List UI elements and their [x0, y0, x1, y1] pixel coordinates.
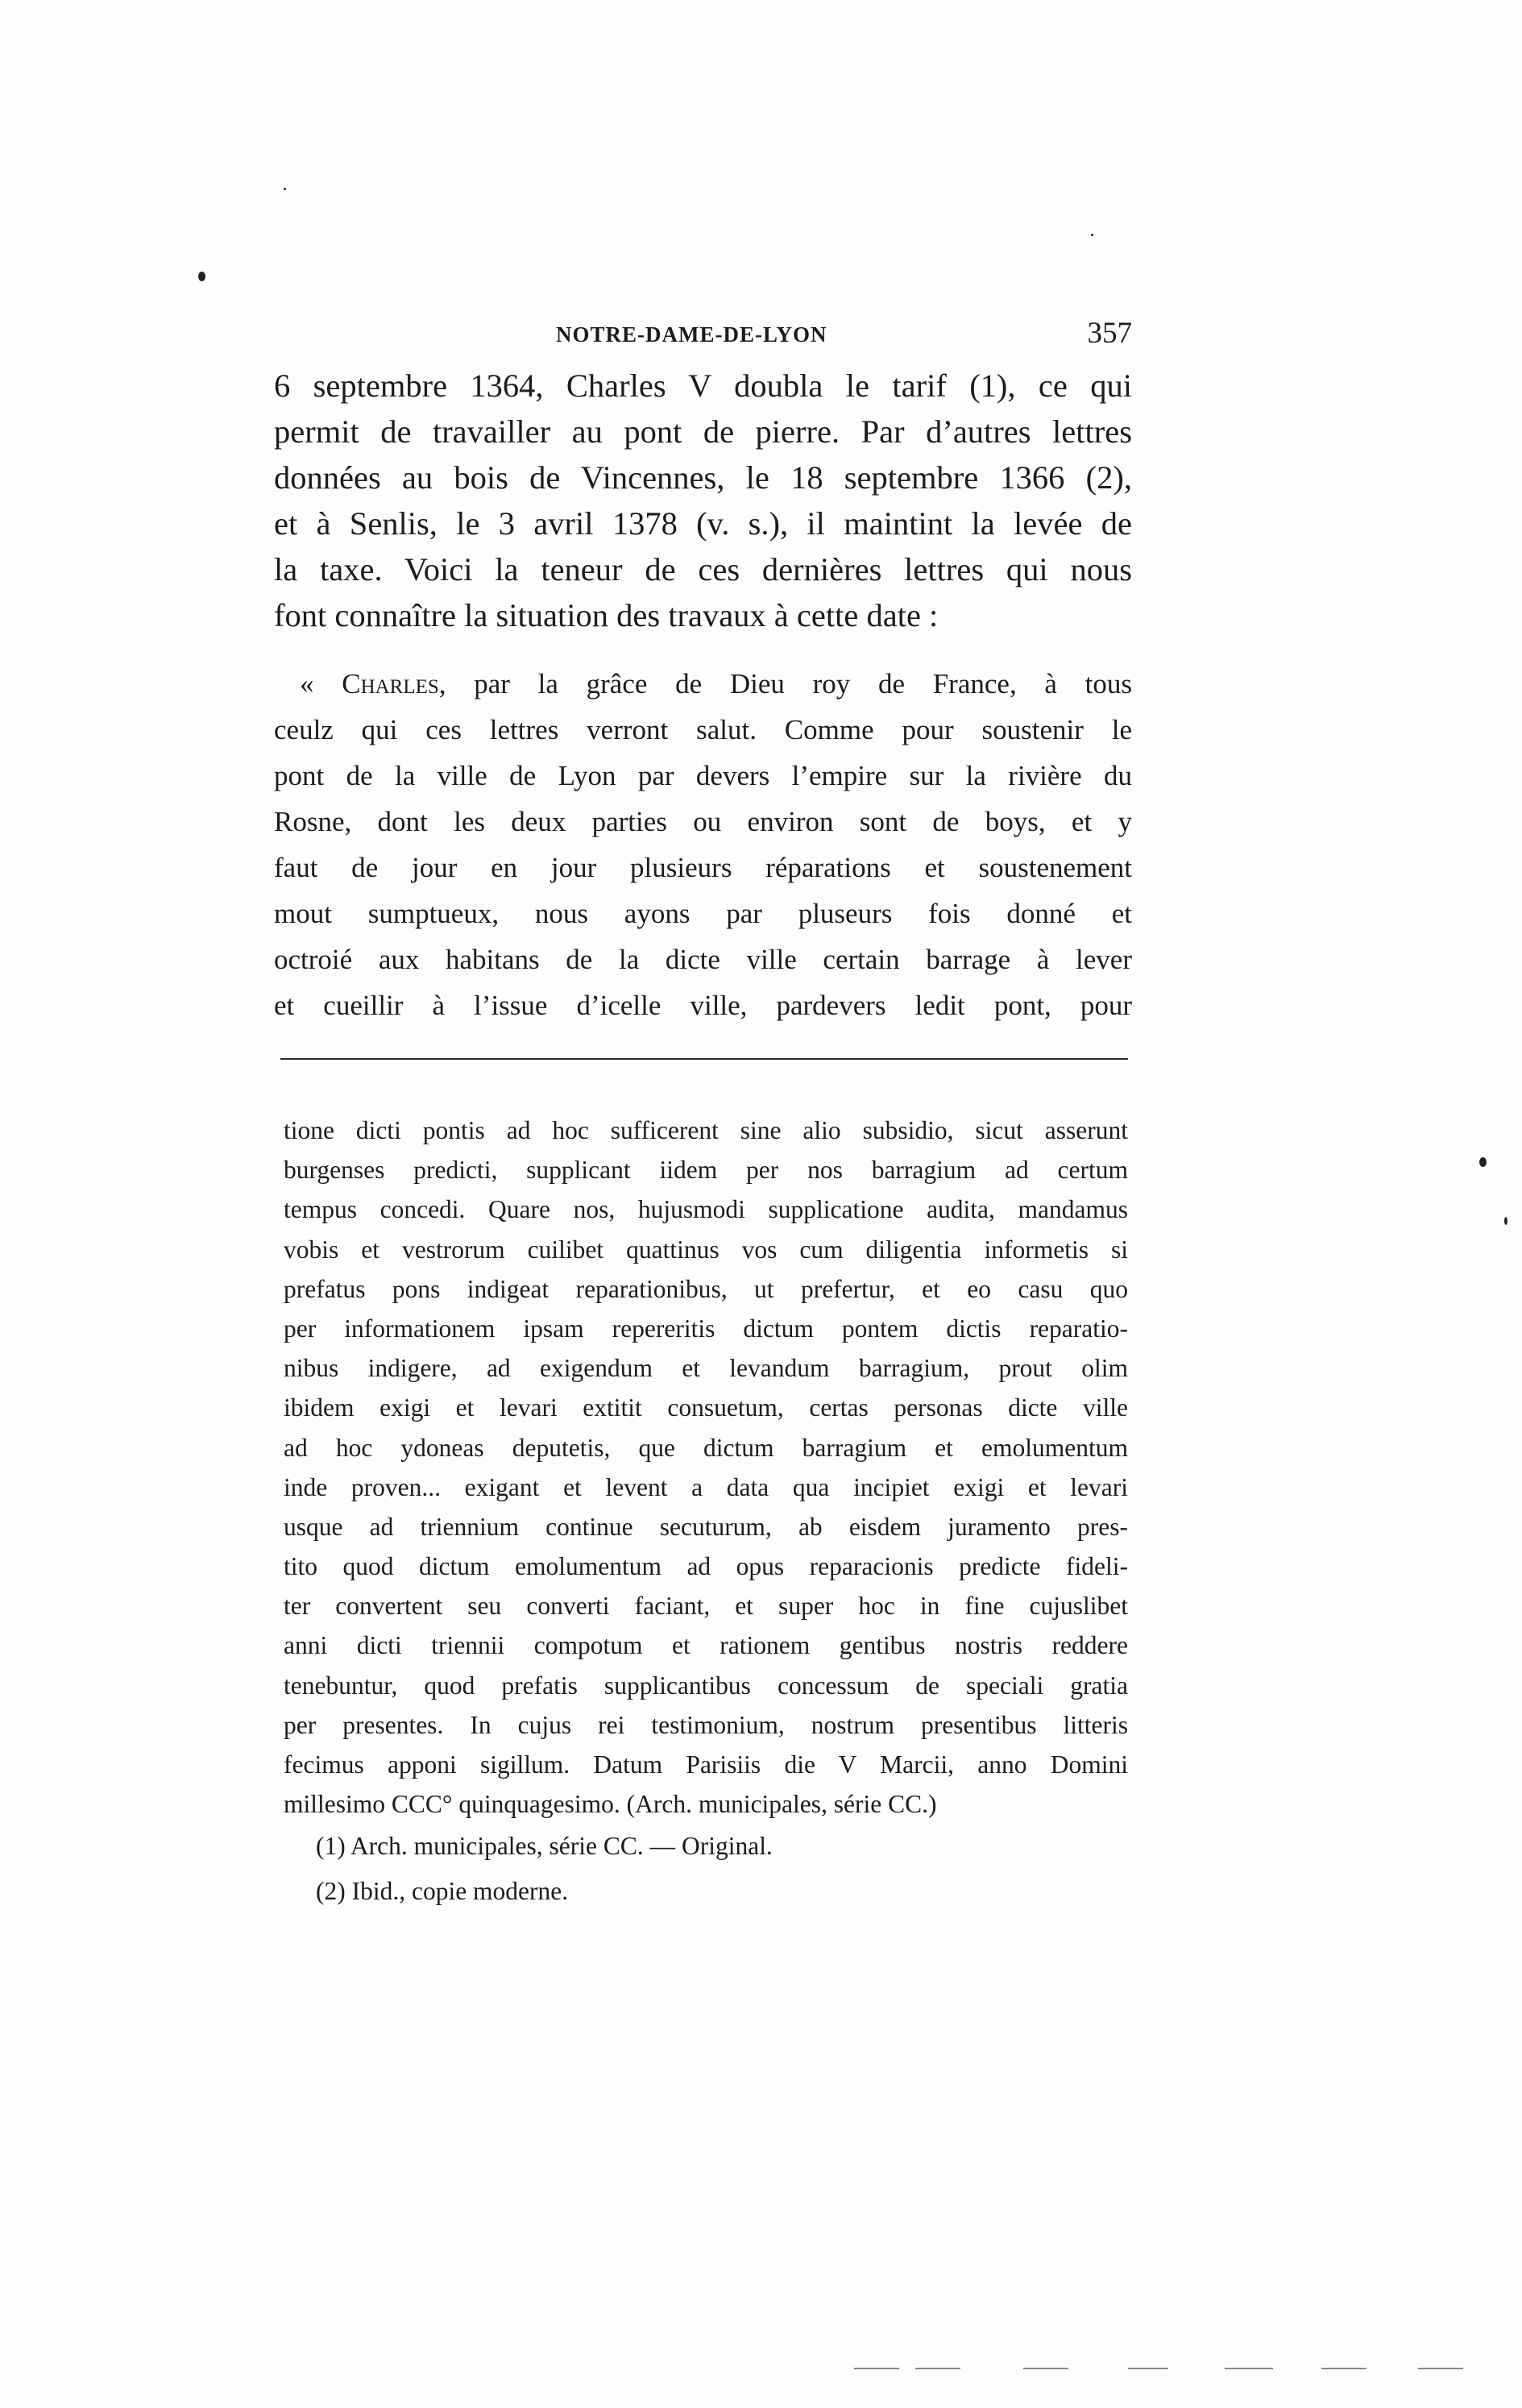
page-header [274, 316, 1132, 364]
text-line: la taxe. Voici la teneur de ces dernières lettres qui nous [274, 551, 1132, 587]
scan-speck [198, 272, 205, 281]
main-text [274, 363, 1132, 638]
running-title: NOTRE-DAME-DE-LYON [556, 322, 827, 347]
scan-edge-mark [854, 2368, 899, 2369]
scan-edge-mark [1225, 2368, 1273, 2369]
footnote-line: anni dicti triennii compotum et rationem gentibus nostris reddere [284, 1631, 1128, 1660]
footnote-line: ad hoc ydoneas deputetis, que dictum barragium et emolumentum [284, 1433, 1128, 1462]
footnote-1: (1) Arch. municipales, série CC. — Original. [316, 1832, 773, 1861]
footnote-line: fecimus apponi sigillum. Datum Parisiis die V Marcii, anno Domini [284, 1750, 1128, 1779]
quote-first-line [274, 661, 1132, 707]
scan-edge-mark [915, 2368, 960, 2369]
quote-line: et cueillir à l’issue d’icelle ville, pardevers ledit pont, pour [274, 990, 1132, 1021]
text-line: font connaître la situation des travaux à cette date : [274, 597, 939, 633]
footnote-line: tione dicti pontis ad hoc sufficerent sine alio subsidio, sicut asserunt [284, 1116, 1128, 1144]
quote-line: pont de la ville de Lyon par devers l’empire sur la rivière du [274, 760, 1132, 791]
text-line: et à Senlis, le 3 avril 1378 (v. s.), il maintint la levée de [274, 505, 1132, 542]
footnote-line: tempus concedi. Quare nos, hujusmodi supplicatione audita, mandamus [284, 1195, 1128, 1224]
footnote-line: nibus indigere, ad exigendum et levandum barragium, prout olim [284, 1354, 1128, 1383]
footnote-line: prefatus pons indigeat reparationibus, ut prefertur, et eo casu quo [284, 1274, 1128, 1303]
footnote-line: per presentes. In cujus rei testimonium, nostrum presentibus litteris [284, 1710, 1128, 1739]
scan-speck [1091, 234, 1093, 236]
footnote-rule [280, 1058, 1128, 1060]
quote-line: mout sumptueux, nous ayons par pluseurs fois donné et [274, 898, 1132, 929]
quote-line: Rosne, dont les deux parties ou environ sont de boys, et y [274, 806, 1132, 837]
footnote-line: millesimo CCC° quinquagesimo. (Arch. municipales, série CC.) [284, 1790, 937, 1819]
scan-speck [1479, 1157, 1487, 1167]
footnote-line: tito quod dictum emolumentum ad opus reparacionis predicte fideli- [284, 1552, 1128, 1581]
text-line: 6 septembre 1364, Charles V doubla le tarif (1), ce qui [274, 367, 1132, 404]
footnote-line: vobis et vestrorum cuilibet quattinus vos cum diligentia informetis si [284, 1235, 1128, 1264]
scan-edge-mark [1418, 2368, 1463, 2369]
footnote-2: (2) Ibid., copie moderne. [316, 1877, 569, 1906]
scan-speck [1504, 1217, 1507, 1225]
footnote-line: inde proven... exigant et levent a data qua incipiet exigi et levari [284, 1472, 1128, 1501]
footnote-line: usque ad triennium continue secuturum, ab eisdem juramento pres- [284, 1512, 1128, 1541]
footnote-line: ter convertent seu converti faciant, et super hoc in fine cujuslibet [284, 1592, 1128, 1621]
quote-first-line-rest: , par la grâce de Dieu roy de France, à tous [438, 668, 1132, 700]
king-name: Charles [342, 668, 439, 700]
scan-edge-mark [1128, 2368, 1168, 2369]
quote-line: faut de jour en jour plusieurs réparations et soustenement [274, 852, 1132, 883]
scan-edge-mark [1321, 2368, 1366, 2369]
footnotes [284, 1111, 1128, 1914]
scan-edge-mark [1023, 2368, 1068, 2369]
page-number: 357 [1087, 317, 1132, 350]
footnote-line: tenebuntur, quod prefatis supplicantibus concessum de speciali gratia [284, 1671, 1128, 1700]
text-line: permit de travailler au pont de pierre. Par d’autres lettres [274, 413, 1132, 450]
opening-guillemet: « [300, 668, 342, 700]
footnote-line: burgenses predicti, supplicant iidem per nos barragium ad certum [284, 1156, 1128, 1185]
text-line: données au bois de Vincennes, le 18 septembre 1366 (2), [274, 459, 1132, 496]
footnote-line: ibidem exigi et levari extitit consuetum, certas personas dicte ville [284, 1393, 1128, 1422]
quote-line: octroié aux habitans de la dicte ville certain barrage à lever [274, 944, 1132, 975]
quoted-letter [274, 661, 1132, 1028]
quote-line: ceulz qui ces lettres verront salut. Comme pour soustenir le [274, 714, 1132, 745]
footnote-line: per informationem ipsam repereritis dictum pontem dictis reparatio- [284, 1314, 1128, 1343]
scan-speck [284, 188, 286, 190]
